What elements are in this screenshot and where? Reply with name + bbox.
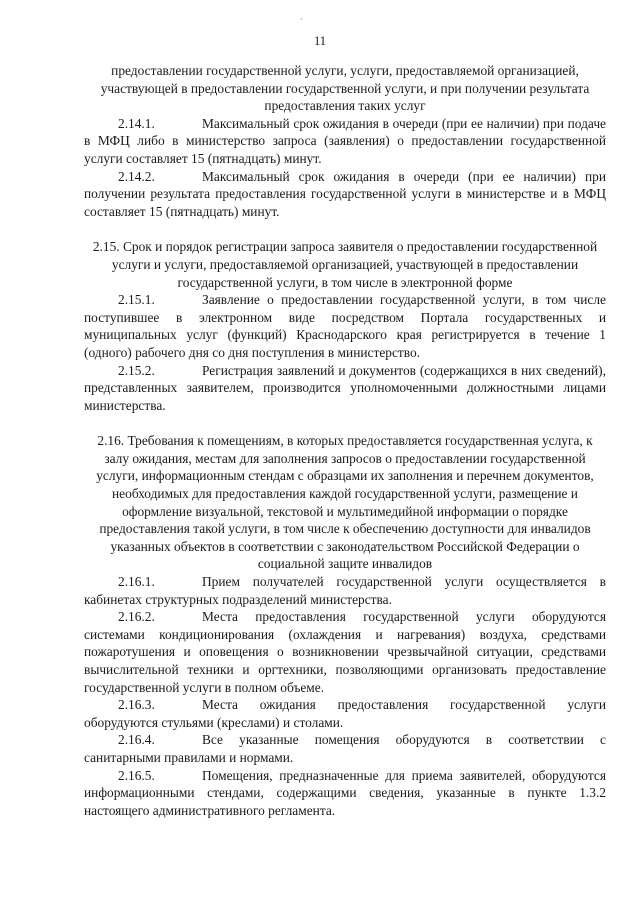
- paragraph-number: 2.15.2.: [118, 362, 155, 378]
- paragraph-number: 2.15.1.: [118, 292, 155, 308]
- document-body: [84, 62, 606, 819]
- paragraph-number: 2.16.1.: [118, 574, 155, 590]
- section-heading-2-16: 2.16. Требования к помещениям, в которых предоставляется государственная услуга, к залу ожидания, местам для заполнения запросов о предоставлении государственной услуги, информационным стендам с образцами их заполнения и перечнем документов, необходимых для предоставления каждой государственной услуги, размещение и оформление визуальной, текстовой и мультимедийной информации о порядке предоставления такой услуги, в том числе к обеспечению доступности для инвалидов указанных объектов в соответствии с законодательством Российской Федерации о социальной защите инвалидов: [96, 433, 594, 572]
- paragraph-2-16-3: [84, 696, 606, 731]
- paragraph-number: 2.16.3.: [118, 697, 155, 713]
- section-heading-2-14-tail: предоставлении государственной услуги, услуги, предоставляемой организацией, участвующей в предоставлении государственной услуги, и при получении результата предоставления таких услуг: [100, 63, 590, 114]
- paragraph-text: Максимальный срок ожидания в очереди (при ее наличии) при подаче в МФЦ либо в министерство запроса (заявления) о предоставлении государственной услуги составляет 15 (пятнадцать) минут.: [84, 115, 606, 166]
- paragraph-number: 2.16.2.: [118, 609, 155, 625]
- paragraph-text: Места предоставления государственной услуги оборудуются системами кондиционирования (охлаждения и нагревания) воздуха, средствами пожаротушения и оповещения о возникновении чрезвычайной ситуации, средствами вычислительной техники и оргтехники, позволяющими организовать предоставление государственной услуги в полном объеме.: [84, 609, 606, 695]
- paragraph-2-16-2: [84, 608, 606, 696]
- paragraph-text: Все указанные помещения оборудуются в соответствии с санитарными правилами и нормами.: [84, 732, 606, 765]
- section-heading-2-15: 2.15. Срок и порядок регистрации запроса заявителя о предоставлении государственной услуги и услуги, предоставляемой организацией, участвующей в предоставлении государственной услуги, в том числе в электронной форме: [92, 239, 598, 290]
- paragraph-2-14-1: [84, 115, 606, 168]
- paragraph-2-15-2: [84, 362, 606, 415]
- paragraph-number: 2.16.5.: [118, 767, 155, 783]
- paragraph-2-15-1: [84, 291, 606, 361]
- paragraph-text: Заявление о предоставлении государственной услуги, в том числе поступившее в электронном виде посредством Портала государственных и муниципальных услуг (функций) Краснодарского края регистрируется в течение 1 (одного) рабочего дня со дня поступления в министерство.: [84, 292, 606, 360]
- paragraph-text: Максимальный срок ожидания в очереди (при ее наличии) при получении результата предоставления государственной услуги в министерстве и в МФЦ составляет 15 (пятнадцать) минут.: [84, 168, 606, 219]
- paragraph-2-16-4: [84, 731, 606, 766]
- paragraph-2-16-1: [84, 573, 606, 608]
- paragraph-number: 2.14.2.: [118, 168, 155, 184]
- paragraph-text: Места ожидания предоставления государственной услуги оборудуются стульями (креслами) и столами.: [84, 697, 606, 730]
- paragraph-number: 2.14.1.: [118, 115, 155, 131]
- paragraph-2-16-5: [84, 767, 606, 820]
- paragraph-text: Прием получателей государственной услуги осуществляется в кабинетах структурных подразделений министерства.: [84, 574, 606, 607]
- paragraph-text: Регистрация заявлений и документов (содержащихся в них сведений), представленных заявителем, производится уполномоченными должностными лицами министерства.: [84, 362, 606, 413]
- page-number: 11: [313, 34, 327, 48]
- paragraph-text: Помещения, предназначенные для приема заявителей, оборудуются информационными стендами, содержащими сведения, указанные в пункте 1.3.2 настоящего административного регламента.: [84, 767, 606, 818]
- scan-mark: ·: [300, 14, 303, 24]
- paragraph-number: 2.16.4.: [118, 732, 155, 748]
- paragraph-2-14-2: [84, 168, 606, 221]
